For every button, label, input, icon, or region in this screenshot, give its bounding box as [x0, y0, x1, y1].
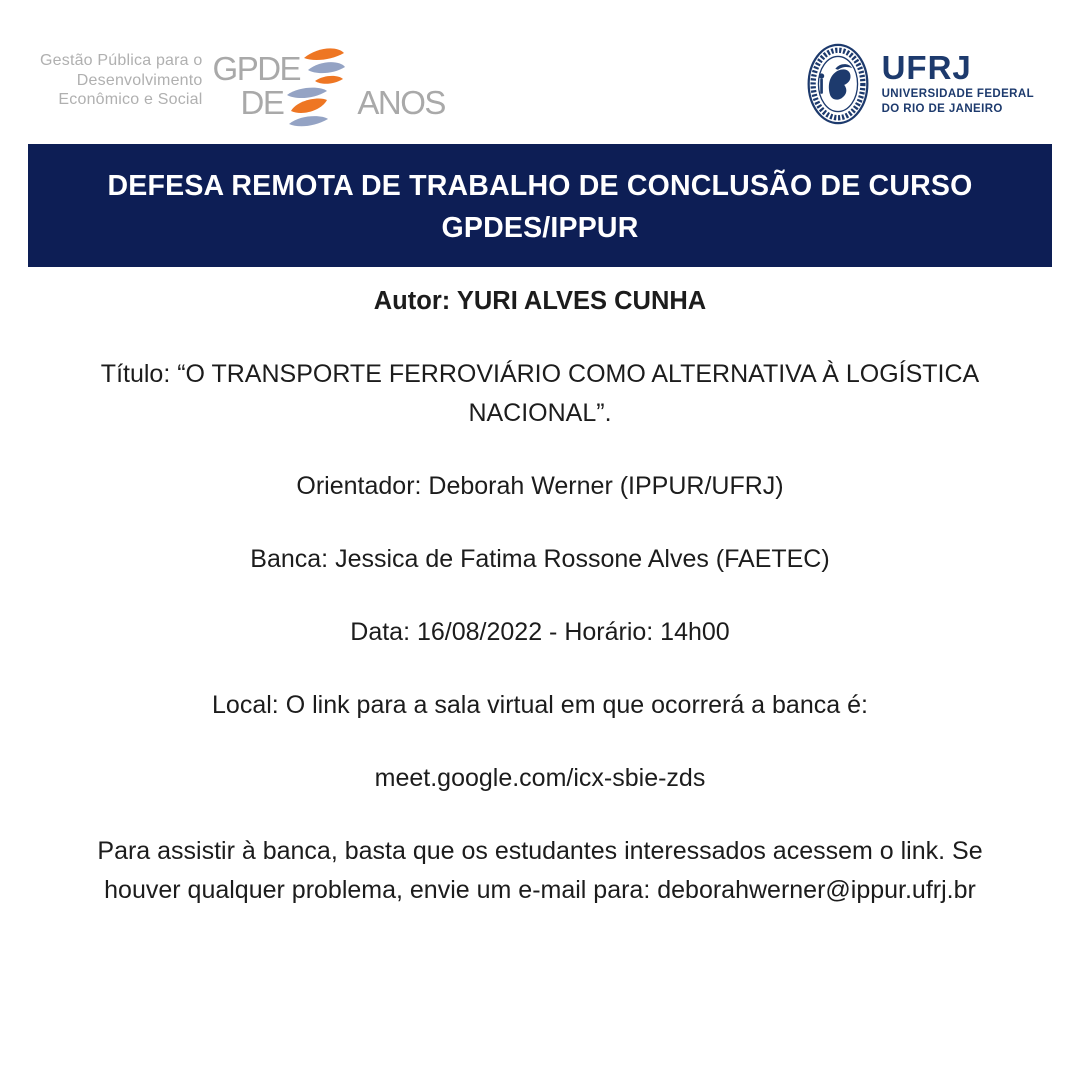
gpdes-anos-label: ANOS	[357, 84, 445, 121]
committee-line: Banca: Jessica de Fatima Rossone Alves (FAETEC)	[250, 545, 830, 573]
gpdes-tagline-line: Econômico e Social	[58, 91, 203, 108]
ufrj-name-line: DO RIO DE JANEIRO	[881, 103, 1003, 115]
ufrj-wordmark	[882, 51, 1034, 117]
advisor-line: Orientador: Deborah Werner (IPPUR/UFRJ)	[296, 472, 784, 500]
gpdes-acronym	[213, 47, 445, 85]
gpdes-tagline	[40, 47, 203, 110]
announcement-body	[60, 282, 1020, 944]
ufrj-name-line: UNIVERSIDADE FEDERAL	[881, 88, 1034, 100]
gpdes-acronym-label: GPDE	[212, 50, 301, 87]
ufrj-logo	[806, 40, 1034, 128]
gpdes-logo	[40, 47, 445, 128]
ufrj-minerva-seal-icon	[806, 40, 870, 128]
gpdes-wordmark	[213, 47, 445, 128]
note-line: Para assistir à banca, basta que os estudantes interessados acessem o link. Se houver qualquer problema, envie um e-mail para: deborahwerner@ippur.ufrj.br	[97, 837, 983, 904]
thesis-title-line: Título: “O TRANSPORTE FERROVIÁRIO COMO ALTERNATIVA À LOGÍSTICA NACIONAL”.	[100, 360, 980, 427]
gpdes-tagline-line: Desenvolvimento	[76, 71, 203, 89]
gpdes-s-swirl-icon	[300, 47, 346, 85]
title-banner	[28, 144, 1052, 267]
author-line: Autor: YURI ALVES CUNHA	[373, 287, 707, 315]
gpdes-anniversary	[213, 86, 445, 128]
gpdes-dez-label: DE	[240, 84, 284, 121]
ufrj-acronym-label: UFRJ	[881, 49, 972, 86]
gpdes-tagline-line: Gestão Pública para o	[40, 52, 203, 69]
location-line: Local: O link para a sala virtual em que ocorrerá a banca é:	[212, 691, 868, 719]
meet-link-text: meet.google.com/icx-sbie-zds	[374, 764, 706, 792]
banner-title-line-1: DEFESA REMOTA DE TRABALHO DE CONCLUSÃO DE CURSO	[107, 170, 973, 202]
datetime-line: Data: 16/08/2022 - Horário: 14h00	[350, 618, 730, 646]
banner-title-line-2: GPDES/IPPUR	[441, 212, 639, 244]
gpdes-z-swirl-icon	[283, 86, 329, 128]
